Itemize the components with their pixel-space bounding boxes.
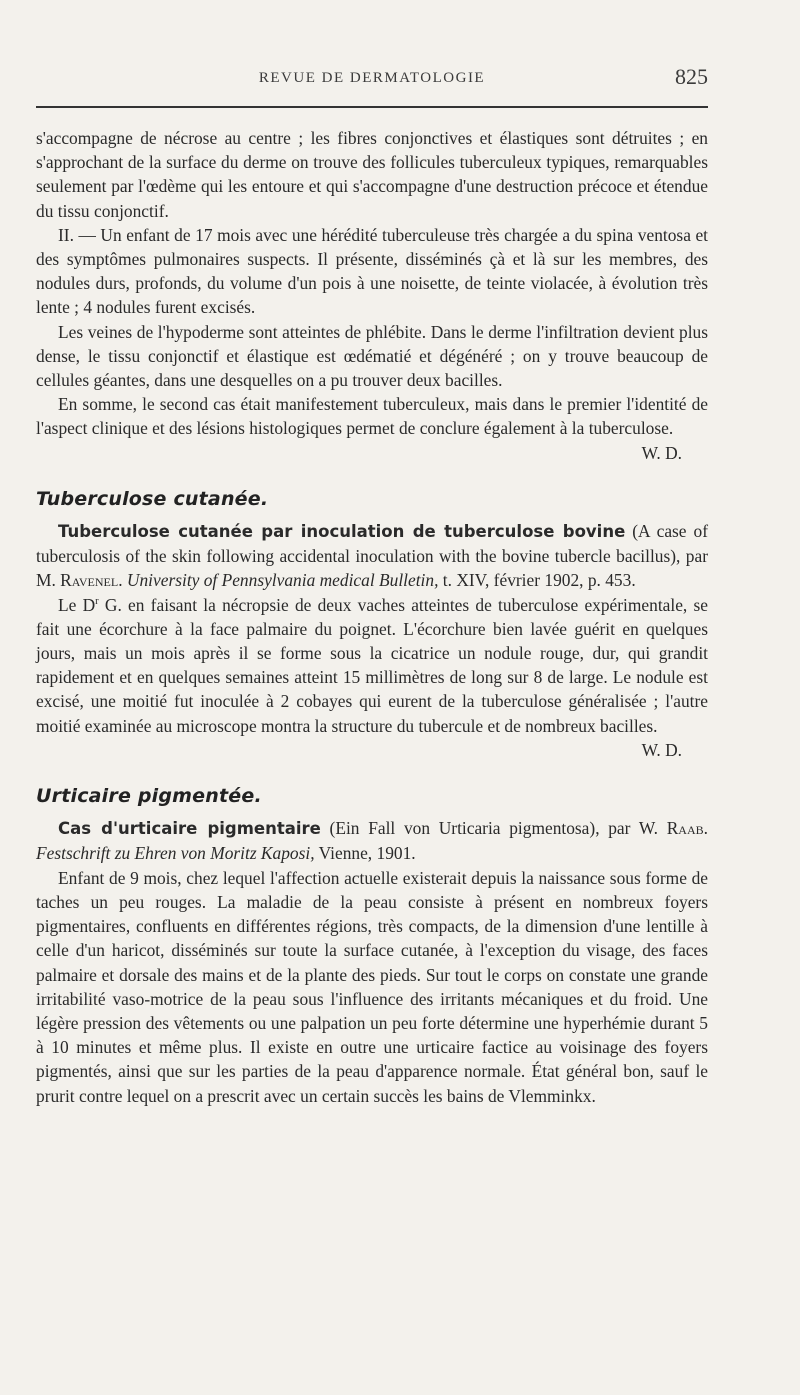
section-heading: Tuberculose cutanée. <box>36 487 269 510</box>
paragraph: s'accompagne de nécrose au centre ; les fibres conjonctives et élastiques sont détruites ; en s'approchant de la surface du derme on trouve des follicules tuberculeux typiques, remarquables seulement par l'œdème qui les entoure et qui s'accompagne d'une destruction précoce et étendue du tissu conjonctif. <box>36 128 708 221</box>
reference-details: t. XIV, février 1902, p. 453. <box>442 570 636 591</box>
page-header <box>36 64 708 100</box>
reference-text: (Ein Fall von Urticaria pigmentosa), par W. <box>320 818 658 839</box>
superscript: r <box>95 595 99 607</box>
article-reference <box>36 816 708 865</box>
paragraph: Enfant de 9 mois, chez lequel l'affection actuelle existerait depuis la naissance sous forme de taches un peu rouges. La maladie de la peau consiste à présent en nombreux foyers pigmentaires, confluents en différentes régions, très compacts, de la dimension d'une lentille à celle d'un haricot, disséminés sur toute la surface cutanée, à l'exception du visage, des faces palmaire et dorsale des mains et de la plante des pieds. Sur tout le corps on constate une grande irritabilité vaso-motrice de la peau sous l'influence des irritants mécaniques et du froid. Une légère pression des vêtements ou une palpation un peu forte détermine une hyperhémie durant 5 à 10 minutes et même plus. Il existe en outre une urticaire factice au voisinage des foyers pigmentés, ainsi que sur les parties de la peau d'apparence normale. État général bon, sauf le prurit contre lequel on a prescrit avec un certain succès les bains de Vlemminkx. <box>36 867 708 1106</box>
paragraph: En somme, le second cas était manifestement tuberculeux, mais dans le premier l'identité de l'aspect clinique et des lésions histologiques permet de conclure également à la tuberculose. <box>36 394 708 439</box>
body-text: G. en faisant la nécropsie de deux vaches atteintes de tuberculose expérimentale, se fait une écorchure à la face palmaire du poignet. L'écorchure bien lavée guérit en quelques jours, mais un mois après il se forme sous la cicatrice un nodule rouge, dur, qui grandit rapidement et en quelques semaines atteint 15 millimètres de long sur 8 de large. Le nodule est excisé, une moitié fut inoculée à 2 cobayes qui eurent de la tuberculose généralisée ; l'autre moitié examinée au microscope montra la structure du tubercule et de nombreux bacilles. <box>36 594 709 736</box>
reference-text: (A case of tuberculosis of the skin following accidental inoculation with the bovine tubercle bacillus), par M. <box>36 521 708 591</box>
journal-name: University of Pennsylvania medical Bulletin, <box>126 570 439 591</box>
author-name: Raab. <box>666 818 708 839</box>
signoff: W. D. <box>641 442 682 463</box>
page-body <box>36 126 708 1108</box>
reference-details: Vienne, 1901. <box>318 843 416 864</box>
page-number: 825 <box>675 64 708 89</box>
running-title: REVUE DE DERMATOLOGIE <box>258 70 486 86</box>
signoff: W. D. <box>641 739 682 760</box>
paragraph: Les veines de l'hypoderme sont atteintes de phlébite. Dans le derme l'infiltration devient plus dense, le tissu conjonctif et élastique est œdématié et dégénéré ; on y trouve beaucoup de cellules géantes, dans une desquelles on a pu trouver deux bacilles. <box>36 321 708 391</box>
article-title: Cas d'urticaire pigmentaire <box>58 819 321 839</box>
body-start: Le D <box>58 594 96 615</box>
header-rule <box>36 106 708 108</box>
journal-name: Festschrift zu Ehren von Moritz Kaposi, <box>36 843 315 864</box>
paragraph: II. — Un enfant de 17 mois avec une hérédité tuberculeuse très chargée a du spina ventosa et des symptômes pulmonaires suspects. Il présente, disséminés çà et là sur les membres, des nodules durs, profonds, du volume d'un pois à une noisette, de teinte violacée, à évolution très lente ; 4 nodules furent excisés. <box>36 224 708 318</box>
paragraph <box>36 593 708 738</box>
article-reference <box>36 519 708 593</box>
author-name: Ravenel. <box>60 570 123 591</box>
article-title: Tuberculose cutanée par inoculation de tuberculose bovine <box>58 522 626 542</box>
section-heading: Urticaire pigmentée. <box>36 785 262 808</box>
